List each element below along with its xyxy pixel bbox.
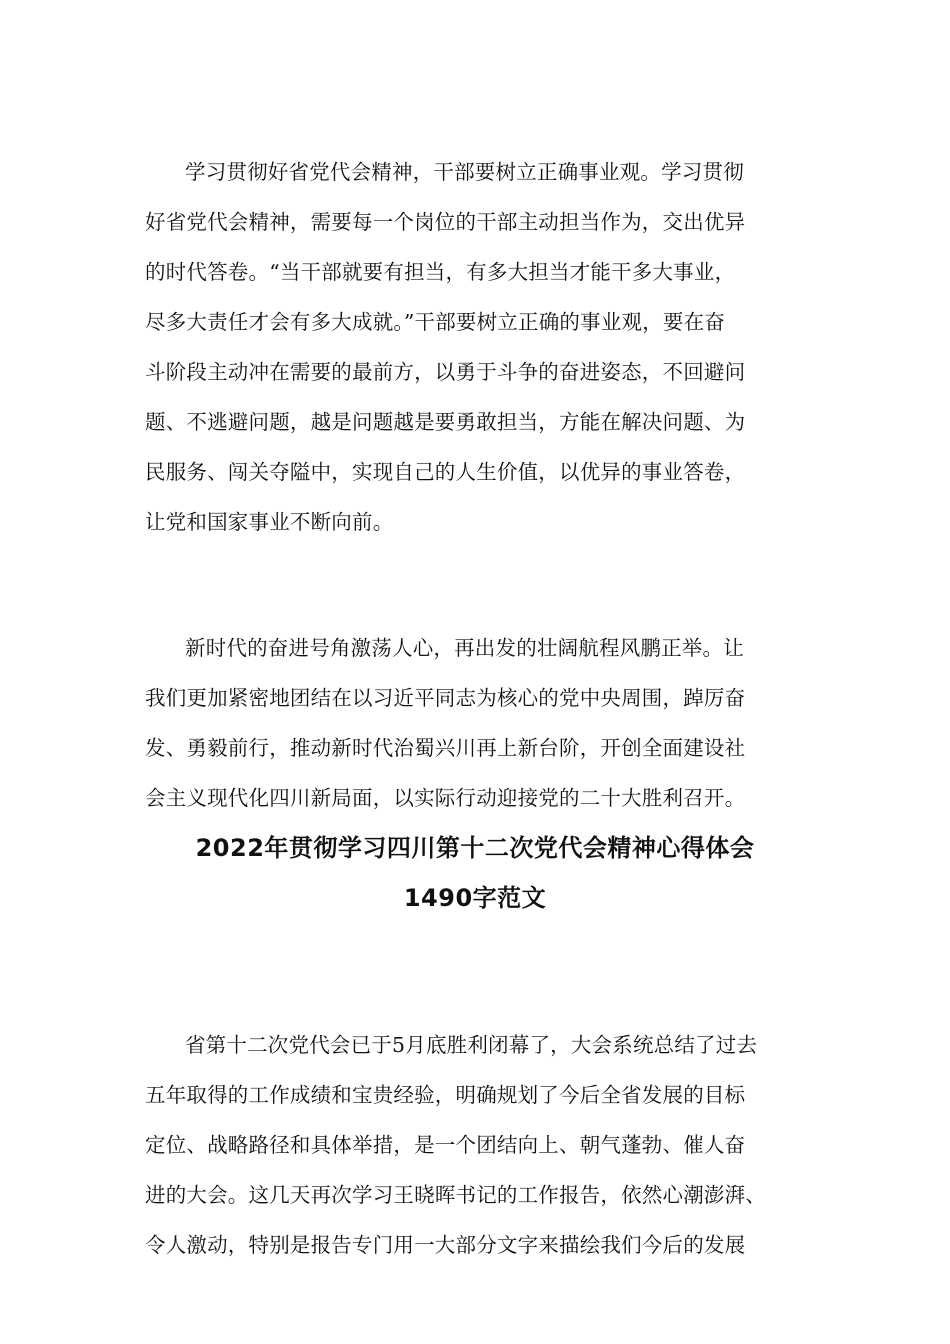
- paragraph-line: 令人激动，特别是报告专门用一大部分文字来描绘我们今后的发展: [145, 1233, 746, 1257]
- paragraph-line: 五年取得的工作成绩和宝贵经验，明确规划了今后全省发展的目标: [145, 1083, 746, 1107]
- paragraph-line: 学习贯彻好省党代会精神，干部要树立正确事业观。学习贯彻: [185, 160, 744, 184]
- paragraph-line: 题、不逃避问题，越是问题越是要勇敢担当，方能在解决问题、为: [145, 410, 746, 434]
- paragraph-line: 斗阶段主动冲在需要的最前方，以勇于斗争的奋进姿态，不回避问: [145, 360, 746, 384]
- paragraph-line: 尽多大责任才会有多大成就。”干部要树立正确的事业观，要在奋: [145, 310, 726, 334]
- paragraph-career-view: [145, 147, 810, 547]
- paragraph-line: 的时代答卷。“当干部就要有担当，有多大担当才能干多大事业，: [145, 260, 736, 284]
- paragraph-line: 发、勇毅前行，推动新时代治蜀兴川再上新台阶，开创全面建设社: [145, 736, 746, 760]
- paragraph-line: 新时代的奋进号角激荡人心，再出发的壮阔航程风鹏正举。让: [185, 636, 744, 660]
- paragraph-new-era: [145, 623, 810, 823]
- paragraph-line: 定位、战略路径和具体举措，是一个团结向上、朝气蓬勃、催人奋: [145, 1133, 746, 1157]
- article-title-line-2: 1490字范文: [403, 884, 547, 912]
- paragraph-line: 进的大会。这几天再次学习王晓晖书记的工作报告，依然心潮澎湃、: [145, 1183, 766, 1207]
- paragraph-line: 民服务、闯关夺隘中，实现自己的人生价值，以优异的事业答卷，: [145, 460, 746, 484]
- paragraph-line: 我们更加紧密地团结在以习近平同志为核心的党中央周围，踔厉奋: [145, 686, 746, 710]
- paragraph-line: 省第十二次党代会已于5月底胜利闭幕了，大会系统总结了过去: [185, 1033, 758, 1057]
- paragraph-line: 会主义现代化四川新局面，以实际行动迎接党的二十大胜利召开。: [145, 786, 746, 810]
- paragraph-line: 好省党代会精神，需要每一个岗位的干部主动担当作为，交出优异: [145, 210, 746, 234]
- paragraph-line: 让党和国家事业不断向前。: [145, 510, 394, 534]
- paragraph-congress-summary: [145, 1020, 810, 1270]
- article-title-line-1: 2022年贯彻学习四川第十二次党代会精神心得体会: [195, 834, 755, 862]
